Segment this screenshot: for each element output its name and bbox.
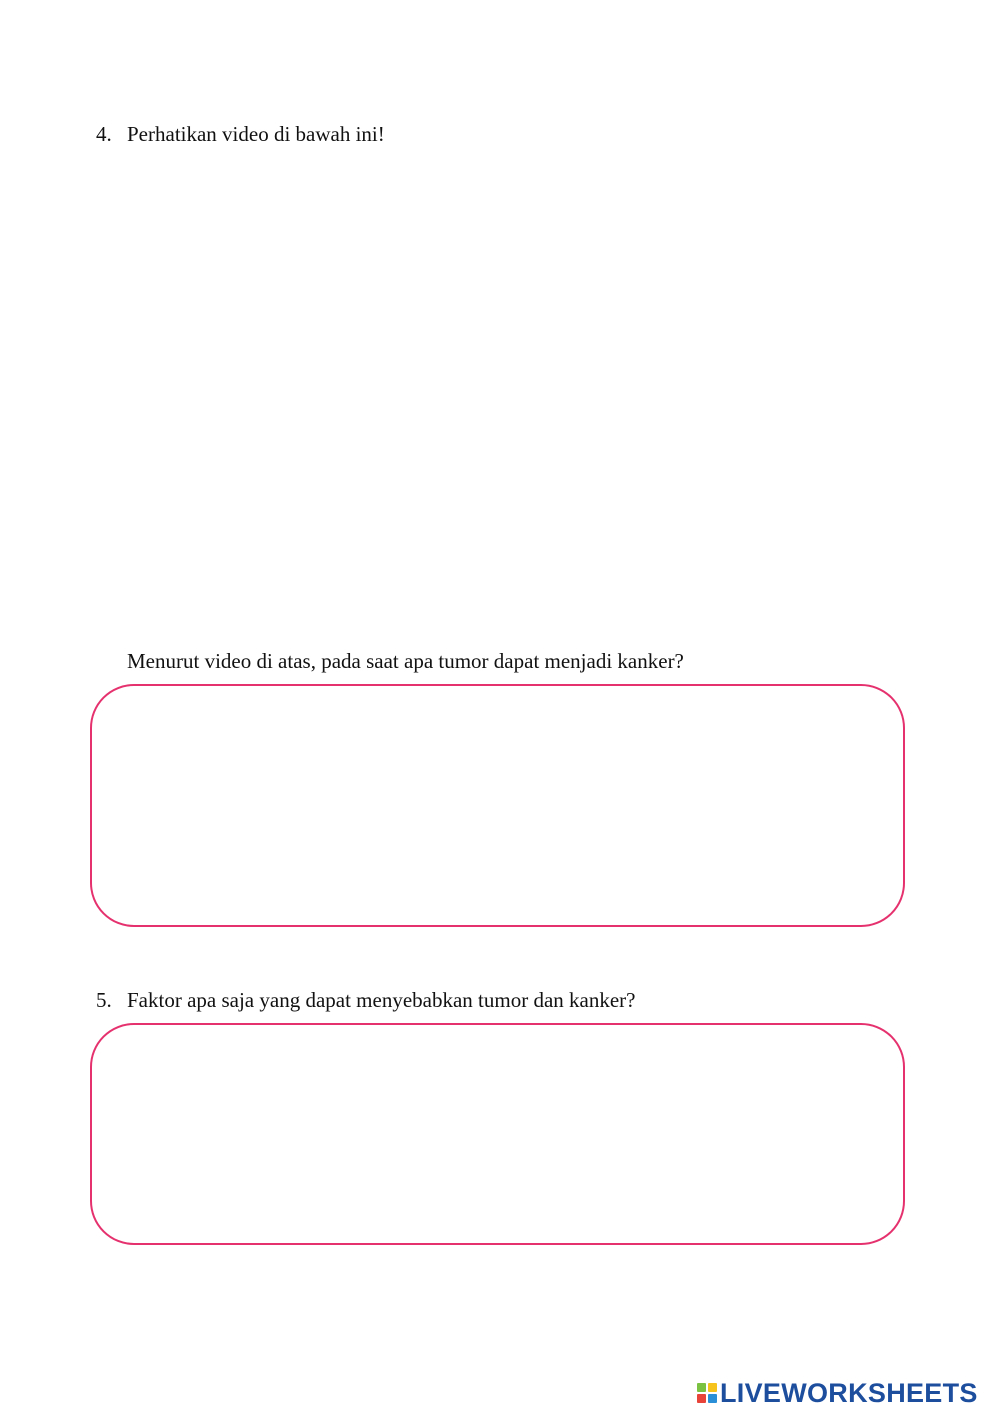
- question-5-prompt: Faktor apa saja yang dapat menyebabkan tumor dan kanker?: [127, 988, 636, 1012]
- embedded-video-area[interactable]: [90, 160, 908, 630]
- question-5-number: 5.: [96, 988, 112, 1012]
- logo-square-blue: [708, 1394, 717, 1403]
- liveworksheets-logo-icon: [697, 1383, 717, 1403]
- logo-square-red: [697, 1394, 706, 1403]
- answer-box-question-4[interactable]: [90, 684, 905, 927]
- question-4-subquestion: Menurut video di atas, pada saat apa tumor dapat menjadi kanker?: [127, 649, 684, 673]
- question-4-prompt: Perhatikan video di bawah ini!: [127, 122, 385, 146]
- answer-box-question-5[interactable]: [90, 1023, 905, 1245]
- liveworksheets-logo-text: LIVEWORKSHEETS: [720, 1378, 978, 1408]
- liveworksheets-logo: [697, 1378, 978, 1408]
- logo-square-green: [697, 1383, 706, 1392]
- question-4-number: 4.: [96, 122, 112, 146]
- logo-square-yellow: [708, 1383, 717, 1392]
